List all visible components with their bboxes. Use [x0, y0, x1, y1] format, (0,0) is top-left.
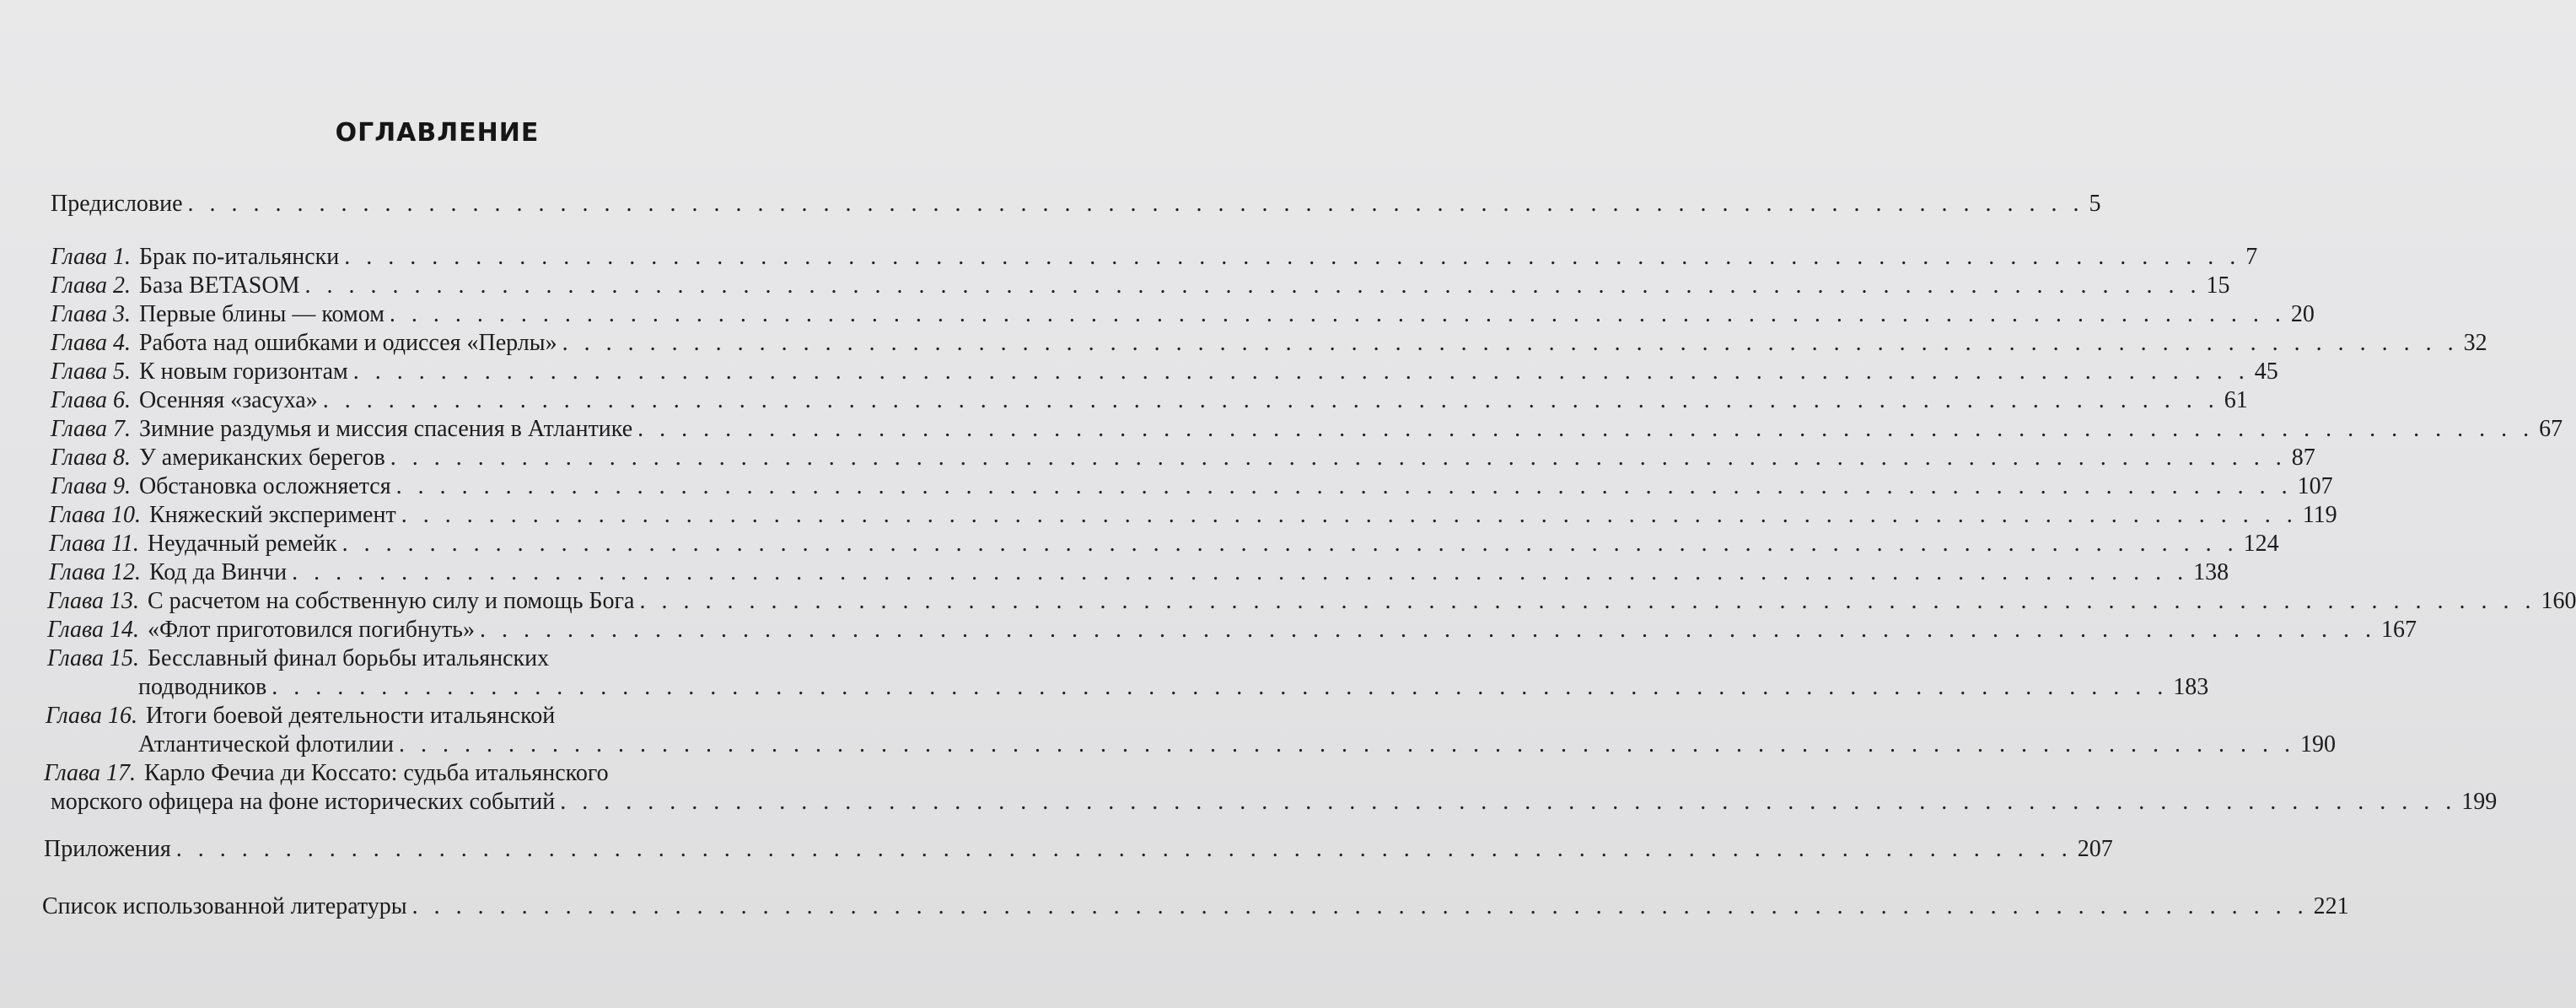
toc-entry-chapter: [51, 243, 2258, 272]
toc-entry-chapter: [49, 501, 2337, 530]
toc-entry-chapter: [49, 530, 2279, 558]
page-number: 207: [2077, 836, 2113, 862]
toc-entry-chapter: [51, 272, 2230, 300]
entry-title: Код да Винчи: [148, 559, 288, 585]
entry-title: У американских берегов: [138, 445, 385, 471]
page-number: 221: [2313, 893, 2349, 919]
dot-leader: . . . . . . . . . . . . . . . . . . . . . . . . . . . . . . . . . . . . . . . . . . . . . . . . . . . . . . . . . . . . . . . . . . . . . . . . . . . . . . . . . . . . . . .: [272, 674, 2169, 700]
chapter-prefix: Глава 7.: [51, 416, 131, 442]
dot-leader: . . . . . . . . . . . . . . . . . . . . . . . . . . . . . . . . . . . . . . . . . . . . . . . . . . . . . . . . . . . . . . . . . . . . . . . . . . . . . . . . . . . . . . .: [390, 445, 2287, 471]
entry-title: С расчетом на собственную силу и помощь Бога: [147, 588, 635, 614]
page-number: 45: [2254, 358, 2278, 385]
entry-title: Карло Фечиа ди Коссато: судьба итальянского: [143, 760, 609, 786]
dot-leader: . . . . . . . . . . . . . . . . . . . . . . . . . . . . . . . . . . . . . . . . . . . . . . . . . . . . . . . . . . . . . . . . . . . . . . . . . . . . . . . . . . . . . . .: [639, 588, 2536, 614]
page-number: 199: [2461, 789, 2498, 815]
chapter-prefix: Глава 16.: [46, 703, 137, 729]
entry-title: Неудачный ремейк: [147, 531, 337, 557]
toc-entry-bibliography: [42, 892, 2349, 921]
chapter-prefix: Глава 13.: [47, 588, 139, 614]
chapter-prefix: Глава 1.: [51, 244, 131, 270]
toc-entry-chapter: [51, 386, 2248, 415]
toc-entry-appendix: [44, 835, 2113, 864]
chapter-prefix: Глава 9.: [51, 473, 131, 499]
entry-title: Список использованной литературы: [42, 893, 407, 919]
toc-entry-chapter: [51, 444, 2315, 472]
page-number: 167: [2380, 617, 2417, 643]
toc-entry-chapter: [51, 329, 2487, 358]
page-title: ОГЛАВЛЕНИЕ: [335, 118, 540, 148]
dot-leader: . . . . . . . . . . . . . . . . . . . . . . . . . . . . . . . . . . . . . . . . . . . . . . . . . . . . . . . . . . . . . . . . . . . . . . . . . . . . . . . . . . . . . . .: [344, 244, 2241, 270]
page-number: 7: [2245, 244, 2258, 270]
toc-entry-chapter: [51, 472, 2333, 501]
page-number: 87: [2291, 445, 2315, 471]
toc-entry-chapter: [47, 616, 2417, 644]
entry-title: «Флот приготовился погибнуть»: [147, 617, 475, 643]
chapter-prefix: Глава 17.: [44, 760, 136, 786]
chapter-prefix: Глава 11.: [49, 531, 139, 557]
dot-leader: . . . . . . . . . . . . . . . . . . . . . . . . . . . . . . . . . . . . . . . . . . . . . . . . . . . . . . . . . . . . . . . . . . . . . . . . . . . . . . . . . . . . . . .: [322, 387, 2219, 413]
page-number: 190: [2299, 731, 2336, 757]
chapter-prefix: Глава 5.: [51, 358, 131, 385]
toc-entry-chapter-continuation: [49, 673, 2209, 702]
chapter-prefix: Глава 6.: [51, 387, 131, 413]
chapter-prefix: Глава 3.: [51, 301, 131, 327]
dot-leader: . . . . . . . . . . . . . . . . . . . . . . . . . . . . . . . . . . . . . . . . . . . . . . . . . . . . . . . . . . . . . . . . . . . . . . . . . . . . . . . . . . . . . . .: [292, 559, 2189, 585]
dot-leader: . . . . . . . . . . . . . . . . . . . . . . . . . . . . . . . . . . . . . . . . . . . . . . . . . . . . . . . . . . . . . . . . . . . . . . . . . . . . . . . . . . . . . . .: [352, 358, 2250, 385]
dot-leader: . . . . . . . . . . . . . . . . . . . . . . . . . . . . . . . . . . . . . . . . . . . . . . . . . . . . . . . . . . . . . . . . . . . . . . . . . . . . . . . . . . . . . . .: [562, 330, 2459, 356]
dot-leader: . . . . . . . . . . . . . . . . . . . . . . . . . . . . . . . . . . . . . . . . . . . . . . . . . . . . . . . . . . . . . . . . . . . . . . . . . . . . . . . . . . . . . . .: [304, 272, 2202, 299]
entry-title: Брак по-итальянски: [138, 244, 340, 270]
page-number: 67: [2539, 416, 2563, 442]
chapter-prefix: Глава 15.: [47, 645, 139, 671]
entry-title: Бесславный финал борьбы итальянских: [147, 645, 550, 671]
entry-title-continuation: морского офицера на фоне исторических событий: [51, 789, 556, 815]
dot-leader: . . . . . . . . . . . . . . . . . . . . . . . . . . . . . . . . . . . . . . . . . . . . . . . . . . . . . . . . . . . . . . . . . . . . . . . . . . . . . . . . . . . . . . .: [398, 731, 2295, 757]
toc-entry-chapter: [51, 300, 2315, 329]
entry-title: Осенняя «засуха»: [138, 387, 318, 413]
entry-title-continuation: подводников: [138, 674, 267, 700]
toc-entry-chapter: [47, 587, 2576, 616]
page-number: 160: [2541, 588, 2576, 614]
dot-leader: . . . . . . . . . . . . . . . . . . . . . . . . . . . . . . . . . . . . . . . . . . . . . . . . . . . . . . . . . . . . . . . . . . . . . . . . . . . . . . . . . . . . . . .: [395, 473, 2293, 499]
dot-leader: . . . . . . . . . . . . . . . . . . . . . . . . . . . . . . . . . . . . . . . . . . . . . . . . . . . . . . . . . . . . . . . . . . . . . . . . . . . . . . . . . . . . . . .: [637, 416, 2535, 442]
entry-title: Зимние раздумья и миссия спасения в Атлантике: [138, 416, 633, 442]
page-number: 124: [2243, 531, 2279, 557]
entry-title: Приложения: [44, 836, 171, 862]
dot-leader: . . . . . . . . . . . . . . . . . . . . . . . . . . . . . . . . . . . . . . . . . . . . . . . . . . . . . . . . . . . . . . . . . . . . . . . . . . . . . . . . . . . . . . .: [187, 191, 2084, 217]
entry-title: Первые блины — комом: [138, 301, 385, 327]
page-number: 107: [2297, 473, 2333, 499]
page-number: 32: [2463, 330, 2487, 356]
chapter-prefix: Глава 2.: [51, 272, 131, 299]
chapter-prefix: Глава 10.: [49, 502, 141, 528]
dot-leader: . . . . . . . . . . . . . . . . . . . . . . . . . . . . . . . . . . . . . . . . . . . . . . . . . . . . . . . . . . . . . . . . . . . . . . . . . . . . . . . . . . . . . . .: [479, 617, 2376, 643]
page-number: 5: [2089, 191, 2101, 217]
toc-entry-chapter-continuation: [47, 730, 2336, 759]
dot-leader: . . . . . . . . . . . . . . . . . . . . . . . . . . . . . . . . . . . . . . . . . . . . . . . . . . . . . . . . . . . . . . . . . . . . . . . . . . . . . . . . . . . . . . .: [401, 502, 2298, 528]
page-number: 20: [2290, 301, 2315, 327]
entry-title: База BETASOM: [138, 272, 300, 299]
entry-title: Обстановка осложняется: [138, 473, 391, 499]
entry-title: Работа над ошибками и одиссея «Перлы»: [138, 330, 557, 356]
toc-entry-chapter: [49, 558, 2229, 587]
chapter-prefix: Глава 14.: [47, 617, 139, 643]
chapter-prefix: Глава 12.: [49, 559, 141, 585]
dot-leader: . . . . . . . . . . . . . . . . . . . . . . . . . . . . . . . . . . . . . . . . . . . . . . . . . . . . . . . . . . . . . . . . . . . . . . . . . . . . . . . . . . . . . . .: [389, 301, 2286, 327]
entry-title-continuation: Атлантической флотилии: [138, 731, 394, 757]
toc-entry-chapter: [51, 415, 2563, 444]
chapter-prefix: Глава 8.: [51, 445, 131, 471]
toc-entry-chapter: [51, 358, 2278, 386]
dot-leader: . . . . . . . . . . . . . . . . . . . . . . . . . . . . . . . . . . . . . . . . . . . . . . . . . . . . . . . . . . . . . . . . . . . . . . . . . . . . . . . . . . . . . . .: [341, 531, 2239, 557]
toc-entry-chapter-first-line: [44, 759, 609, 788]
page-number: 119: [2302, 502, 2337, 528]
entry-title: Княжеский эксперимент: [148, 502, 396, 528]
toc-entry-chapter-first-line: [46, 702, 555, 730]
page-number: 183: [2173, 674, 2209, 700]
dot-leader: . . . . . . . . . . . . . . . . . . . . . . . . . . . . . . . . . . . . . . . . . . . . . . . . . . . . . . . . . . . . . . . . . . . . . . . . . . . . . . . . . . . . . . .: [560, 789, 2457, 815]
entry-title: Предисловие: [51, 191, 183, 217]
page-number: 61: [2224, 387, 2248, 413]
dot-leader: . . . . . . . . . . . . . . . . . . . . . . . . . . . . . . . . . . . . . . . . . . . . . . . . . . . . . . . . . . . . . . . . . . . . . . . . . . . . . . . . . . . . . . .: [175, 836, 2073, 862]
dot-leader: . . . . . . . . . . . . . . . . . . . . . . . . . . . . . . . . . . . . . . . . . . . . . . . . . . . . . . . . . . . . . . . . . . . . . . . . . . . . . . . . . . . . . . .: [411, 893, 2309, 919]
entry-title: Итоги боевой деятельности итальянской: [145, 703, 556, 729]
page-number: 138: [2193, 559, 2229, 585]
entry-title: К новым горизонтам: [138, 358, 348, 385]
toc-entry-preface: [51, 190, 2101, 218]
chapter-prefix: Глава 4.: [51, 330, 131, 356]
page-number: 15: [2206, 272, 2230, 299]
toc-entry-chapter-first-line: [47, 644, 549, 673]
toc-entry-chapter-continuation: [46, 788, 2498, 817]
